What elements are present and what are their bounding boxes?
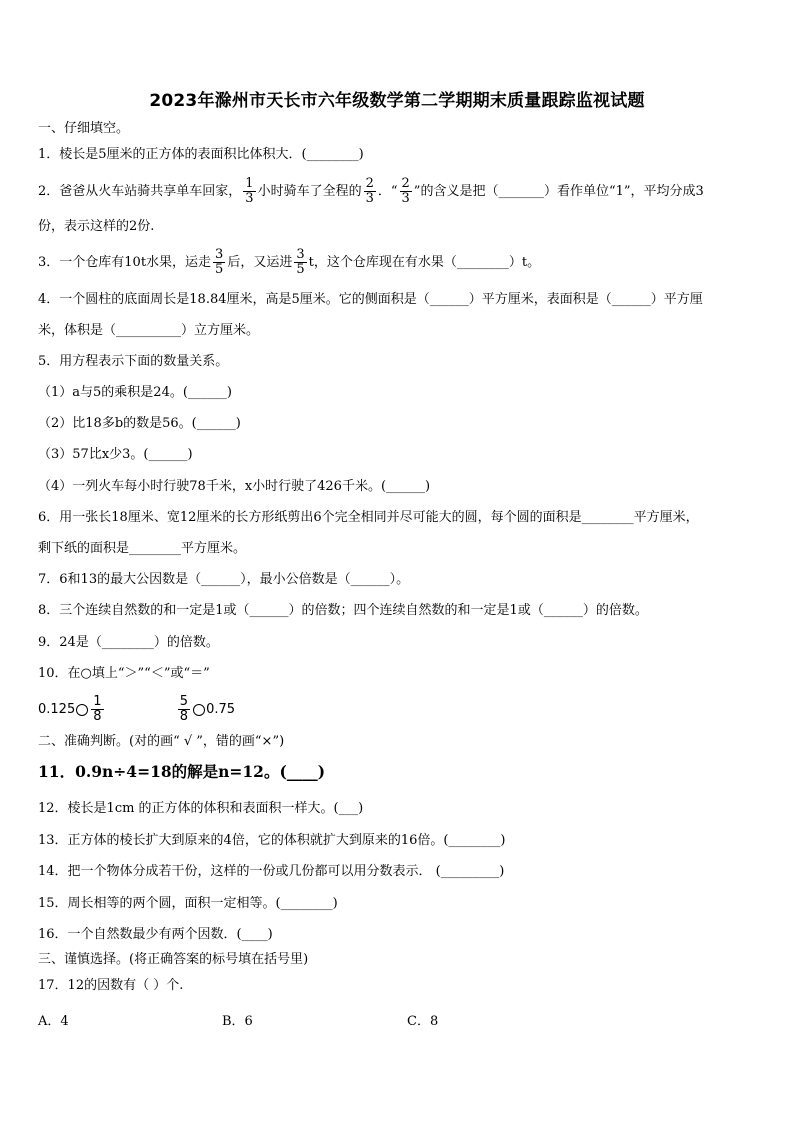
page-title: 2023年滁州市天长市六年级数学第二学期期末质量跟踪监视试题 [149,91,645,111]
question-6-line2: 剩下纸的面积是________平方厘米。 [38,541,247,556]
question-8: 8．三个连续自然数的和一定是1或（______）的倍数；四个连续自然数的和一定是1或（______）的倍数。 [38,603,648,618]
fraction: $\frac{2}{3}$ [365,176,374,206]
question-6: 6．用一张长18厘米、宽12厘米的长方形纸剪出6个完全相同并尽可能大的圆，每个圆的面积是________平方厘米， [38,510,699,525]
fraction: $\frac{1}{3}$ [245,176,254,206]
question-2-line2: 份，表示这样的2份. [38,219,155,234]
question-16: 16．一个自然数最少有两个因数．(____) [38,927,273,942]
question-5-part-3: （3）57比x少3。(______) [38,447,193,462]
section-2-heading: 二、准确判断。(对的画“ √ ”，错的画“×”) [38,734,285,749]
question-5-part-1: （1）a与5的乘积是24。(______) [38,385,232,400]
fraction: $\frac{5}{8}$ [179,694,189,724]
option-a[interactable]: A．4 [38,1014,69,1029]
fraction: $\frac{3}{5}$ [215,247,224,277]
fraction: $\frac{1}{8}$ [93,694,102,724]
answer-circle[interactable] [193,704,205,716]
question-4: 4．一个圆柱的底面周长是18.84厘米，高是5厘米。它的侧面积是（______）平方厘米，表面积是（______）平方厘 [38,292,703,307]
question-5-part-2: （2）比18多b的数是56。(______) [38,416,241,431]
question-10-comparisons [38,690,235,730]
fraction: $\frac{3}{5}$ [296,247,305,277]
question-1: 1．棱长是5厘米的正方体的表面积比体积大．(________) [38,147,364,162]
option-c[interactable]: C．8 [407,1014,439,1029]
question-12: 12．棱长是1cm 的正方体的体积和表面积一样大。(___) [38,801,364,816]
question-9: 9．24是（________）的倍数。 [38,635,219,650]
option-b[interactable]: B．6 [222,1014,253,1029]
section-3-heading: 三、谨慎选择。(将正确答案的标号填在括号里) [38,952,309,967]
compare-left: 0.125 $\frac{1}{8}$ [38,694,102,724]
question-14: 14．把一个物体分成若干份，这样的一份或几份都可以用分数表示． (_________) [38,864,505,879]
compare-right: $\frac{5}{8}$ 0.75 [179,694,236,724]
question-13: 13．正方体的棱长扩大到原来的4倍，它的体积就扩大到原来的16倍。(________) [38,833,506,848]
question-3: 3．一个仓库有10t水果，运走 $\frac{3}{5}$ 后，又运进 $\frac{3}{5}$ t，这个仓库现在有水果（________）t。 [38,247,541,277]
question-5-part-4: （4）一列火车每小时行驶78千米，x小时行驶了426千米。(______) [38,479,431,494]
question-11: 11．0.9n÷4=18的解是n=12。(____) [38,762,326,781]
question-15: 15．周长相等的两个圆，面积一定相等。(________) [38,896,338,911]
answer-circle[interactable] [76,704,88,716]
question-10: 10．在○填上“＞”“＜”或“＝” [38,666,210,681]
question-2: 2．爸爸从火车站骑共享单车回家， $\frac{1}{3}$ 小时骑车了全程的 $\frac{2}{3}$ ．“ $\frac{2}{3}$ ”的含义是把（_______）看作单位“1”，平均分成3 [38,176,704,206]
question-5: 5．用方程表示下面的数量关系。 [38,354,229,369]
fraction: $\frac{2}{3}$ [401,176,410,206]
question-17: 17．12的因数有（ ）个. [38,978,184,993]
question-4-line2: 米，体积是（__________）立方厘米。 [38,323,260,338]
section-1-heading: 一、仔细填空。 [38,121,130,136]
question-7: 7．6和13的最大公因数是（______），最小公倍数是（______）。 [38,572,410,587]
